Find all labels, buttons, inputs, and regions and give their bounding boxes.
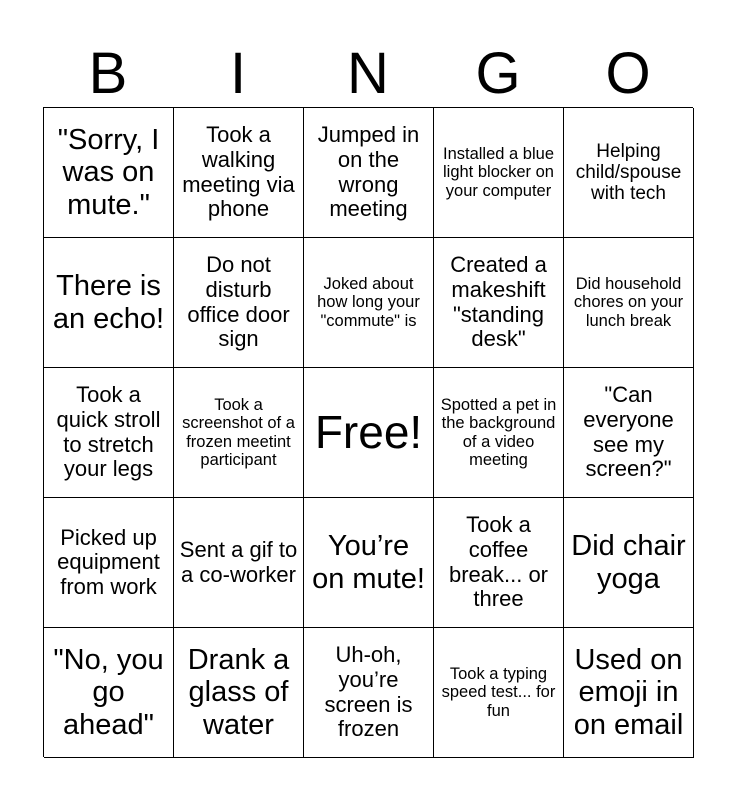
header-letter-b: B [88,41,128,106]
bingo-cell-r1-c2[interactable] [174,108,304,238]
bingo-cell-text: Picked up equipment from work [57,524,160,599]
bingo-cell-r5-c2[interactable] [174,628,304,758]
bingo-cell-r2-c2[interactable] [174,238,304,368]
bingo-cell-text: Did chair yoga [571,530,686,595]
bingo-cell-r1-c3[interactable] [304,108,434,238]
bingo-cell-r3-c2[interactable] [174,368,304,498]
bingo-cell-text: "No, you go ahead" [53,643,164,741]
bingo-cell-text: Took a typing speed test... for fun [441,664,556,720]
header-letter-i: I [229,41,247,106]
bingo-cell-text: Took a coffee break... or three [448,512,549,612]
header-letter-g: G [475,41,521,106]
header-letter-n: N [347,41,389,106]
bingo-cell-r4-c5[interactable] [564,498,694,628]
bingo-cell-text: Joked about how long your "commute" is [317,274,420,330]
bingo-cell-text: Did household chores on your lunch break [573,274,684,330]
bingo-cell-text: Do not disturb office door sign [187,252,290,352]
bingo-cell-r1-c5[interactable] [564,108,694,238]
bingo-cell-text: "Sorry, I was on mute." [57,123,160,221]
bingo-cell-text: Created a makeshift "standing desk" [450,252,547,352]
bingo-cell-r5-c5[interactable] [564,628,694,758]
bingo-cell-text: Took a walking meeting via phone [182,122,295,222]
bingo-cell-text: Helping child/spouse with tech [575,140,682,205]
bingo-cell-r5-c4[interactable] [434,628,564,758]
bingo-cell-text: Took a quick stroll to stretch your legs [56,382,161,482]
bingo-cell-r2-c1[interactable] [44,238,174,368]
bingo-cell-text: Installed a blue light blocker on your computer [443,144,554,200]
bingo-cell-r5-c1[interactable] [44,628,174,758]
bingo-cell-text: Free! [314,405,423,458]
bingo-cell-r3-c4[interactable] [434,368,564,498]
bingo-cell-text: Took a screenshot of a frozen meetint participant [182,395,295,469]
bingo-cell-text: Drank a glass of water [187,643,290,741]
bingo-cell-text: There is an echo! [52,270,165,335]
bingo-cell-text: You’re on mute! [312,530,425,595]
bingo-cell-text: Spotted a pet in the background of a video meeting [440,395,557,469]
bingo-board [43,107,693,757]
bingo-cell-text: "Can everyone see my screen?" [583,382,674,482]
bingo-cell-r3-c5[interactable] [564,368,694,498]
bingo-cell-r1-c1[interactable] [44,108,174,238]
bingo-cell-r4-c2[interactable] [174,498,304,628]
bingo-cell-r4-c3[interactable] [304,498,434,628]
bingo-cell-r1-c4[interactable] [434,108,564,238]
bingo-cell-text: Uh-oh, you’re screen is frozen [324,642,413,742]
bingo-cell-r3-c1[interactable] [44,368,174,498]
bingo-cell-r2-c4[interactable] [434,238,564,368]
free-space-cell[interactable] [304,368,434,498]
bingo-cell-text: Used on emoji in on email [573,643,684,741]
bingo-cell-r4-c4[interactable] [434,498,564,628]
bingo-cell-r2-c3[interactable] [304,238,434,368]
bingo-cell-text: Sent a gif to a co-worker [179,536,298,587]
bingo-cell-r2-c5[interactable] [564,238,694,368]
bingo-cell-r5-c3[interactable] [304,628,434,758]
header-letter-o: O [605,41,651,106]
bingo-cell-r4-c1[interactable] [44,498,174,628]
bingo-header [43,40,693,108]
bingo-cell-text: Jumped in on the wrong meeting [317,122,420,222]
